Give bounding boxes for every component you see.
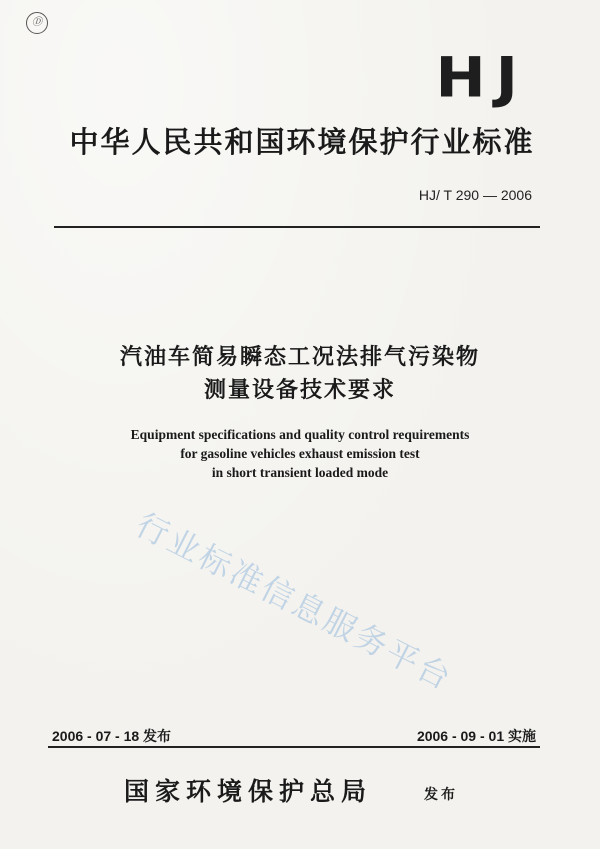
issue-label: 发布: [424, 787, 458, 803]
chinese-title-line-2: 测量设备技术要求: [203, 378, 396, 403]
standard-code: HJ/ T 290 — 2006: [418, 187, 532, 203]
english-title-line-3: in short transient loaded mode: [211, 465, 389, 480]
english-title-line-2: for gasoline vehicles exhaust emission test: [180, 446, 420, 461]
top-divider: [54, 226, 540, 228]
effective-date: 2006 - 09 - 01 实施: [416, 728, 536, 744]
english-title: [0, 425, 600, 482]
chinese-title-line-1: 汽油车简易瞬态工况法排气污染物: [119, 345, 480, 370]
standard-type-heading: 中华人民共和国环境保护行业标准: [69, 125, 535, 159]
stamp-mark-icon: Ⓓ: [26, 12, 48, 34]
watermark: 行业标准信息服务平台: [130, 505, 460, 699]
issuing-authority: 国家环境保护总局: [124, 777, 373, 806]
hj-logo: HJ: [435, 45, 528, 111]
english-title-line-1: Equipment specifications and quality control requirements: [130, 427, 470, 442]
bottom-divider: [48, 746, 540, 748]
publish-date: 2006 - 07 - 18 发布: [52, 728, 172, 744]
